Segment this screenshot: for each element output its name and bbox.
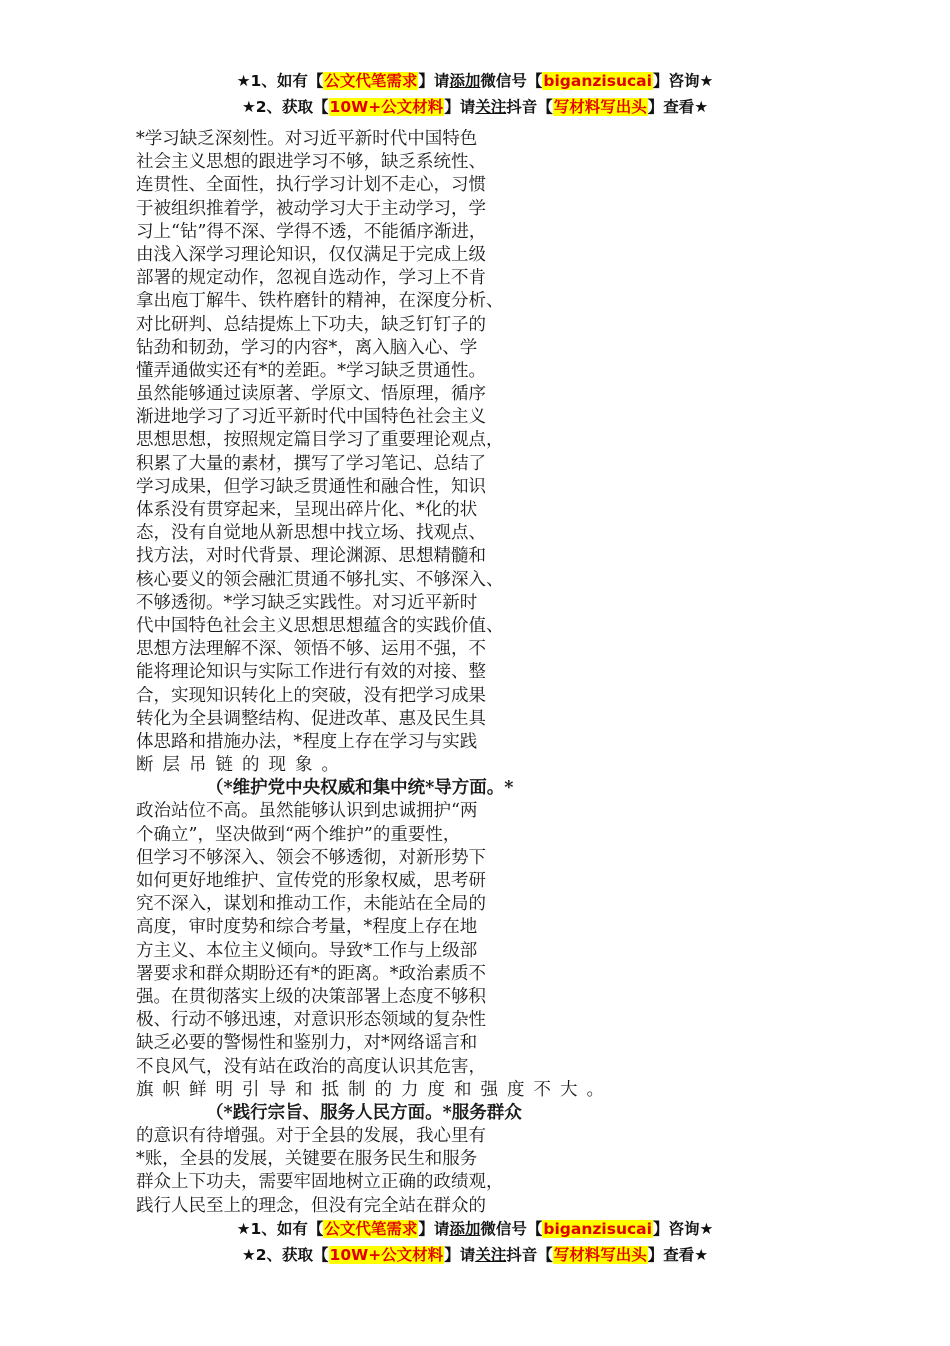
text-line: 断层吊链的现象。 [136, 755, 348, 776]
text-line: 旗帜鲜明引导和抵制的力度和强度不大。 [136, 1079, 613, 1100]
promo-text: ★2、获取【 [241, 1246, 329, 1264]
promo-text: 】请 [418, 1220, 450, 1238]
text-line: 积累了大量的素材，撰写了学习笔记、总结了 [136, 453, 486, 474]
text-line: 极、行动不够迅速，对意识形态领域的复杂性 [136, 1010, 486, 1031]
document-body [136, 128, 812, 1218]
promo-text: ★2、获取【 [241, 98, 329, 116]
text-line: 政治站位不高。虽然能够认识到忠诚拥护“两 [136, 801, 478, 822]
promo-text: 抖音【 [506, 1246, 553, 1264]
text-line: 体系没有贯穿起来，呈现出碎片化、*化的状 [136, 500, 478, 520]
text-line: 核心要义的领会融汇贯通不够扎实、不够深入、 [136, 569, 504, 590]
text-line: 能将理论知识与实际工作进行有效的对接、整 [136, 662, 486, 683]
text-line: （*践行宗旨、服务人民方面。*服务群众 [206, 1102, 522, 1123]
promo-banner-top [0, 68, 950, 120]
promo-text: 】咨询★ [652, 72, 714, 90]
promo-text: 微信号【 [480, 72, 543, 90]
text-line: 对比研判、总结提炼上下功夫，缺乏钉钉子的 [136, 314, 486, 335]
promo-text: 】查看★ [647, 1246, 709, 1264]
promo-text: 】查看★ [647, 98, 709, 116]
promo-underline: 添加 [449, 72, 481, 90]
text-line: 合，实现知识转化上的突破，没有把学习成果 [136, 685, 486, 706]
promo-underline: 关注 [475, 98, 507, 116]
text-line: 个确立”，坚决做到“两个维护”的重要性， [136, 824, 461, 845]
text-line: 如何更好地维护、宣传党的形象权威，思考研 [136, 871, 486, 891]
text-line: 体思路和措施办法，*程度上存在学习与实践 [136, 731, 478, 752]
text-line: 强。在贯彻落实上级的决策部署上态度不够积 [136, 986, 486, 1007]
promo-line-2 [0, 94, 950, 120]
promo-highlight: biganzisucai [543, 72, 652, 90]
promo-banner-bottom [0, 1216, 950, 1268]
promo-text: ★1、如有【 [236, 72, 324, 90]
text-line: 由浅入深学习理论知识，仅仅满足于完成上级 [136, 244, 486, 265]
text-line: 找方法，对时代背景、理论渊源、思想精髓和 [136, 546, 486, 567]
text-line: 的意识有待增强。对于全县的发展，我心里有 [136, 1126, 486, 1147]
promo-highlight: 公文代笔需求 [324, 1220, 418, 1238]
text-line: *账，全县的发展，关键要在服务民生和服务 [136, 1149, 478, 1170]
promo-text: 】请 [444, 1246, 476, 1264]
text-line: 习上“钻”得不深、学得不透，不能循序渐进， [136, 221, 487, 242]
text-line: 钻劲和韧劲，学习的内容*，离入脑入心、学 [136, 337, 478, 358]
text-line: 高度，审时度势和综合考量，*程度上存在地 [136, 917, 478, 938]
promo-highlight: 10W+公文材料 [329, 98, 444, 116]
text-line: 究不深入，谋划和推动工作，未能站在全局的 [136, 894, 486, 915]
text-line: 缺乏必要的警惕性和鉴别力，对*网络谣言和 [136, 1033, 478, 1054]
text-line: （*维护党中央权威和集中统*导方面。* [206, 778, 514, 799]
text-line: 于被组织推着学，被动学习大于主动学习，学 [136, 198, 486, 219]
promo-line-1 [0, 1216, 950, 1242]
promo-line-2 [0, 1242, 950, 1268]
promo-highlight: 写材料写出头 [553, 98, 647, 116]
promo-underline: 添加 [449, 1220, 481, 1238]
text-line: 不够透彻。*学习缺乏实践性。对习近平新时 [136, 592, 478, 613]
text-line: 署要求和群众期盼还有*的距离。*政治素质不 [136, 963, 486, 984]
text-line: *学习缺乏深刻性。对习近平新时代中国特色 [136, 129, 478, 149]
text-line: 但学习不够深入、领会不够透彻，对新形势下 [136, 847, 486, 868]
text-line: 思想方法理解不深、领悟不够、运用不强，不 [136, 639, 486, 660]
text-line: 学习成果，但学习缺乏贯通性和融合性，知识 [136, 476, 486, 497]
promo-text: 抖音【 [506, 98, 553, 116]
text-line: 虽然能够通过读原著、学原文、悟原理，循序 [136, 384, 486, 405]
text-line: 不良风气，没有站在政治的高度认识其危害， [136, 1056, 486, 1077]
promo-highlight: 公文代笔需求 [324, 72, 418, 90]
text-line: 思想思想，按照规定篇目学习了重要理论观点， [136, 430, 504, 451]
promo-highlight: 10W+公文材料 [329, 1246, 444, 1264]
promo-text: 微信号【 [480, 1220, 543, 1238]
text-line: 拿出庖丁解牛、铁杵磨针的精神，在深度分析、 [136, 291, 504, 312]
promo-highlight: biganzisucai [543, 1220, 652, 1238]
text-line: 态，没有自觉地从新思想中找立场、找观点、 [136, 523, 486, 544]
text-line: 连贯性、全面性，执行学习计划不走心，习惯 [136, 175, 486, 196]
text-line: 渐进地学习了习近平新时代中国特色社会主义 [136, 407, 486, 428]
text-line: 群众上下功夫，需要牢固地树立正确的政绩观， [136, 1172, 504, 1193]
promo-text: 】请 [418, 72, 450, 90]
text-line: 部署的规定动作，忽视自选动作，学习上不肯 [136, 268, 486, 289]
text-line: 懂弄通做实还有*的差距。*学习缺乏贯通性。 [136, 360, 486, 381]
text-line: 代中国特色社会主义思想思想蕴含的实践价值、 [136, 615, 504, 636]
text-line: 社会主义思想的跟进学习不够，缺乏系统性、 [136, 152, 486, 173]
promo-highlight: 写材料写出头 [553, 1246, 647, 1264]
text-line: 转化为全县调整结构、促进改革、惠及民生具 [136, 708, 486, 729]
text-line: 践行人民至上的理念，但没有完全站在群众的 [136, 1195, 486, 1216]
promo-text: ★1、如有【 [236, 1220, 324, 1238]
promo-text: 】咨询★ [652, 1220, 714, 1238]
text-line: 方主义、本位主义倾向。导致*工作与上级部 [136, 940, 478, 961]
promo-text: 】请 [444, 98, 476, 116]
promo-underline: 关注 [475, 1246, 507, 1264]
promo-line-1 [0, 68, 950, 94]
